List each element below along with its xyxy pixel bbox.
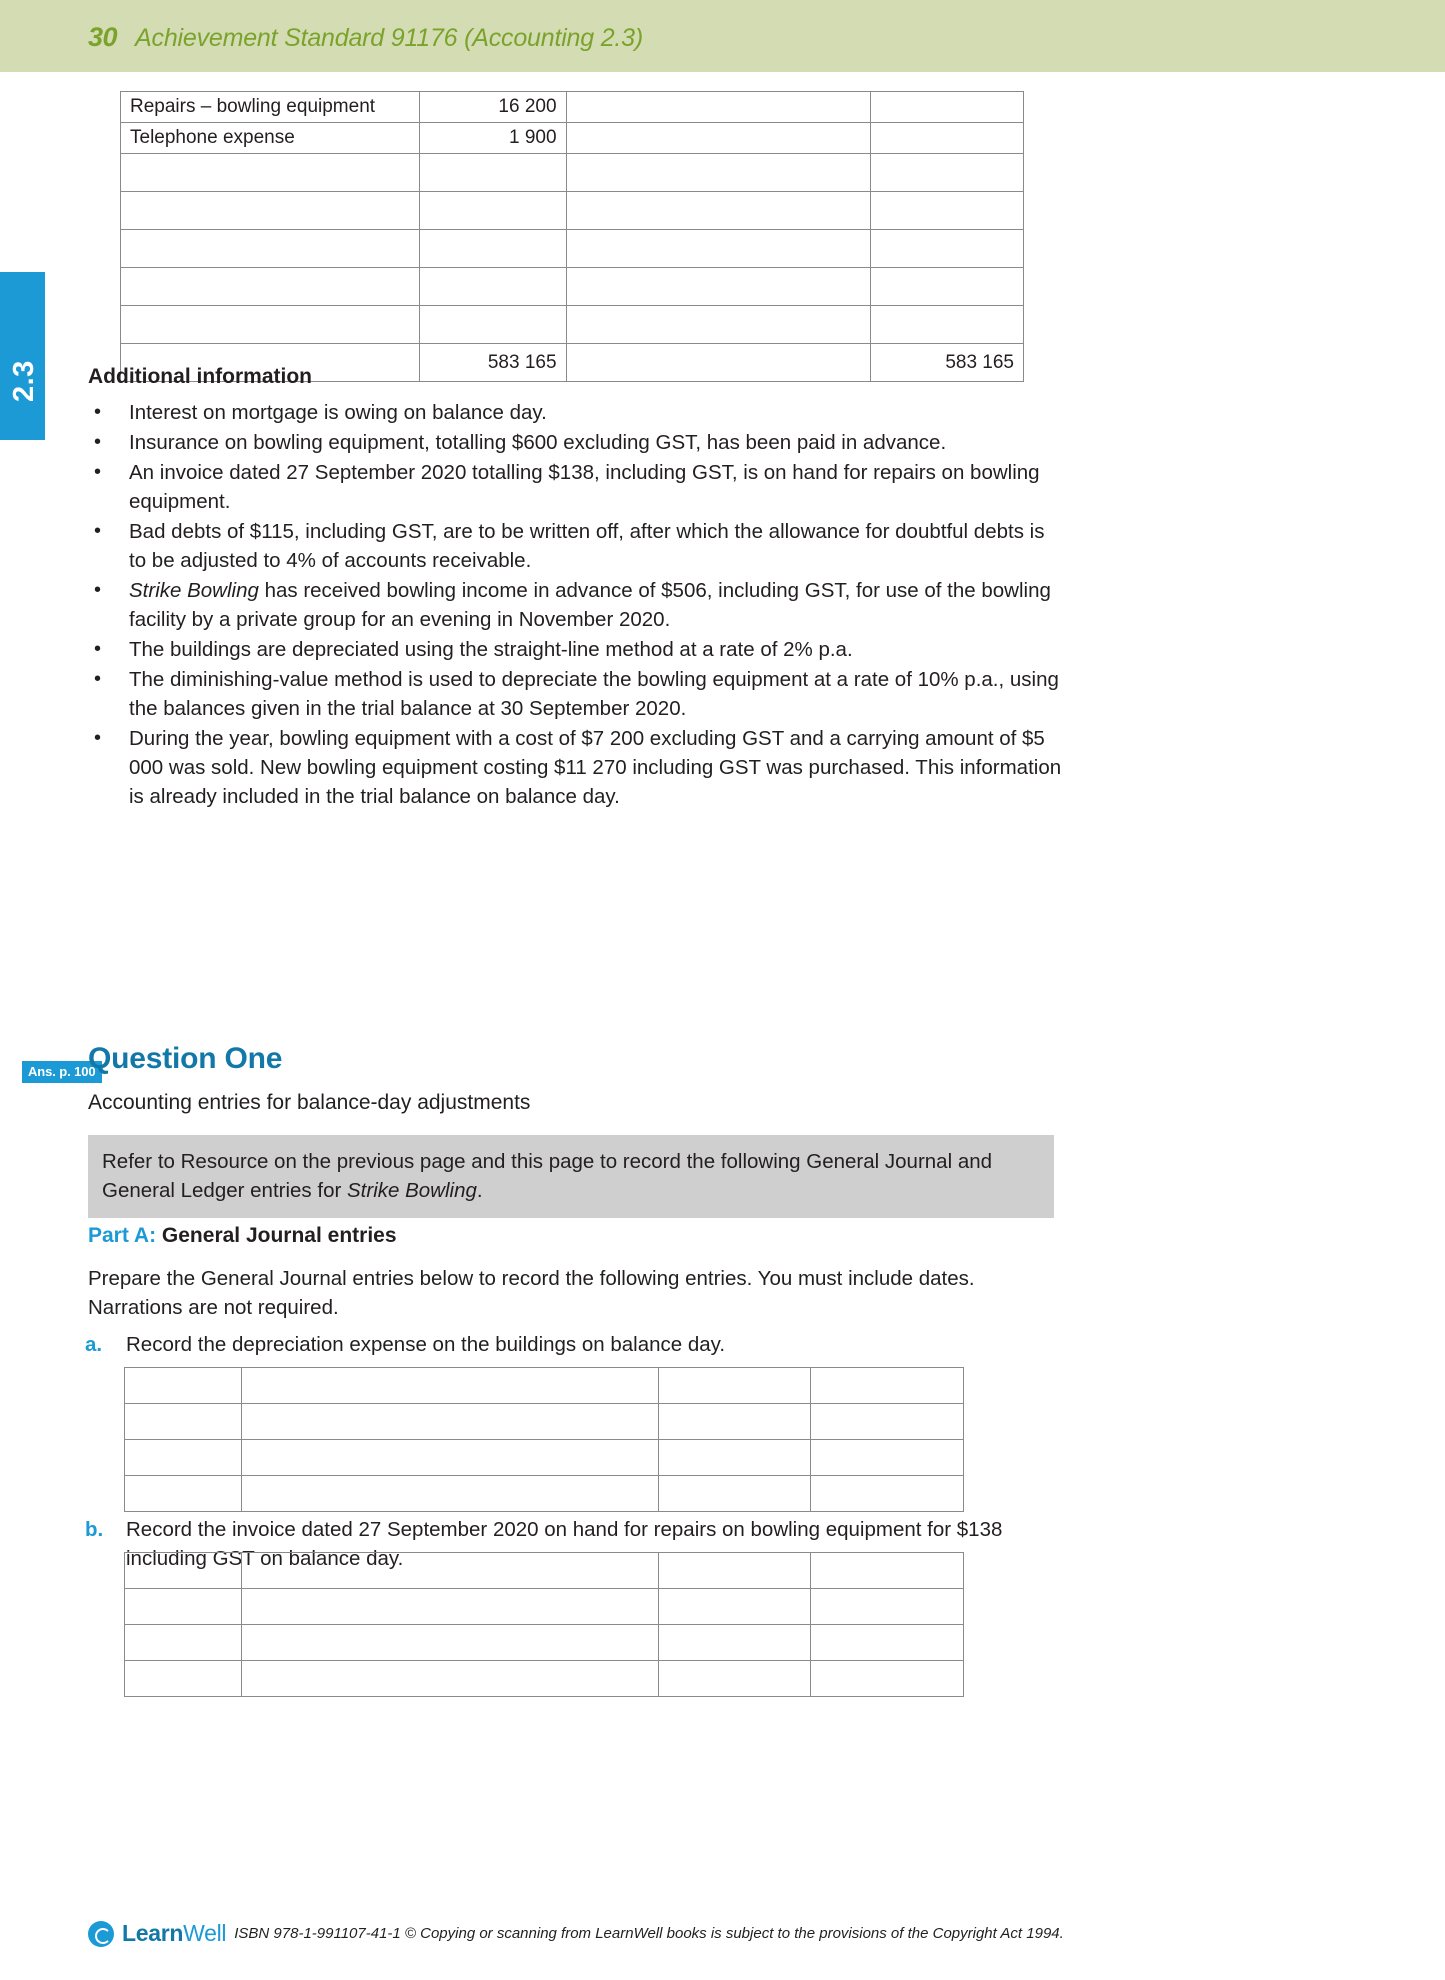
list-item-text: [129, 398, 1063, 427]
cell-blank: [566, 268, 871, 306]
text-segment: During the year, bowling equipment with a cost of $7 200 excluding GST and a carrying amount of $5 000 was sold. New bowling equipment costing $11 270 including GST was purchased. This information is already included in the trial balance on balance day.: [129, 727, 1062, 808]
cell-debit[interactable]: [659, 1625, 811, 1661]
cell-credit[interactable]: [811, 1440, 964, 1476]
question-subheading: Accounting entries for balance-day adjustments: [88, 1091, 531, 1114]
cell-debit[interactable]: [659, 1661, 811, 1697]
cell-particulars[interactable]: [241, 1553, 658, 1589]
question-heading: Question One: [88, 1042, 283, 1075]
part-a-label: [88, 1224, 397, 1248]
table-row: [121, 192, 1024, 230]
cell-debit[interactable]: [659, 1476, 811, 1512]
text-segment: The diminishing-value method is used to depreciate the bowling equipment at a rate of 10% p.a., using the balances given in the trial balance at 30 September 2020.: [129, 668, 1059, 720]
cell-account: [121, 154, 420, 192]
cell-blank: [566, 306, 871, 344]
table-row[interactable]: [125, 1368, 964, 1404]
cell-date[interactable]: [125, 1625, 242, 1661]
item-b-text: Record the invoice dated 27 September 2020 on hand for repairs on bowling equipment for $138 including GST on balance day.: [126, 1518, 1003, 1570]
cell-particulars[interactable]: [241, 1661, 658, 1697]
list-item: [88, 398, 1063, 427]
resource-reference-box: [88, 1135, 1054, 1218]
text-segment: Bad debts of $115, including GST, are to be written off, after which the allowance for doubtful debts is to be adjusted to 4% of accounts receivable.: [129, 520, 1045, 572]
general-journal-body-b: [125, 1553, 964, 1697]
cell-blank: [566, 344, 871, 382]
table-row[interactable]: [125, 1589, 964, 1625]
cell-particulars[interactable]: [241, 1476, 658, 1512]
cell-credit[interactable]: [811, 1553, 964, 1589]
learnwell-wordmark: [122, 1920, 226, 1947]
list-item-text: [129, 517, 1063, 575]
cell-debit[interactable]: [659, 1404, 811, 1440]
table-row[interactable]: [125, 1476, 964, 1512]
item-a-letter: a.: [85, 1333, 103, 1356]
cell-credit: [871, 192, 1024, 230]
list-item: [88, 458, 1063, 516]
cell-credit: [871, 92, 1024, 123]
cell-credit: [871, 154, 1024, 192]
list-item: [88, 665, 1063, 723]
cell-debit: [419, 306, 566, 344]
general-journal-table-b[interactable]: [124, 1552, 964, 1697]
text-segment: Interest on mortgage is owing on balance day.: [129, 401, 547, 424]
cell-debit: [419, 268, 566, 306]
bullet-icon: •: [94, 461, 102, 483]
cell-account: [121, 230, 420, 268]
cell-blank: [566, 123, 871, 154]
general-journal-body-a: [125, 1368, 964, 1512]
learnwell-logo-icon: [88, 1921, 114, 1947]
refbox-text-italic: Strike Bowling: [347, 1179, 477, 1202]
cell-account: [121, 192, 420, 230]
page-title: Achievement Standard 91176 (Accounting 2.3): [135, 24, 643, 52]
item-a: [85, 1330, 1065, 1359]
cell-credit[interactable]: [811, 1661, 964, 1697]
cell-date[interactable]: [125, 1404, 242, 1440]
part-a-title: General Journal entries: [161, 1224, 397, 1247]
page-header-band: [0, 0, 1445, 72]
item-a-text: Record the depreciation expense on the buildings on balance day.: [126, 1333, 726, 1356]
list-item: [88, 517, 1063, 575]
text-segment: Insurance on bowling equipment, totalling $600 excluding GST, has been paid in advance.: [129, 431, 947, 454]
bullet-icon: •: [94, 520, 102, 542]
cell-debit: 16 200: [419, 92, 566, 123]
cell-account: Repairs – bowling equipment: [121, 92, 420, 123]
text-segment: has received bowling income in advance of $506, including GST, for use of the bowling facility by a private group for an evening in November 2020.: [129, 579, 1051, 631]
cell-debit: [419, 192, 566, 230]
bullet-icon: •: [94, 401, 102, 423]
entity-name: Strike Bowling: [129, 579, 259, 602]
cell-blank: [566, 92, 871, 123]
cell-account: [121, 268, 420, 306]
table-row[interactable]: [125, 1661, 964, 1697]
bullet-icon: •: [94, 668, 102, 690]
table-row: [121, 230, 1024, 268]
list-item-text: [129, 428, 1063, 457]
table-row[interactable]: [125, 1625, 964, 1661]
cell-debit: [419, 154, 566, 192]
additional-information-list: [88, 398, 1063, 812]
cell-particulars[interactable]: [241, 1440, 658, 1476]
list-item-text: [129, 458, 1063, 516]
table-row[interactable]: [125, 1553, 964, 1589]
cell-date[interactable]: [125, 1661, 242, 1697]
cell-credit[interactable]: [811, 1404, 964, 1440]
cell-credit[interactable]: [811, 1476, 964, 1512]
cell-particulars[interactable]: [241, 1589, 658, 1625]
cell-credit[interactable]: [811, 1625, 964, 1661]
list-item: [88, 428, 1063, 457]
bullet-icon: •: [94, 727, 102, 749]
cell-debit[interactable]: [659, 1368, 811, 1404]
cell-date[interactable]: [125, 1553, 242, 1589]
text-segment: The buildings are depreciated using the straight-line method at a rate of 2% p.a.: [129, 638, 853, 661]
item-b-letter: b.: [85, 1518, 104, 1541]
table-row: [121, 92, 1024, 123]
cell-credit: 583 165: [871, 344, 1024, 382]
cell-date[interactable]: [125, 1589, 242, 1625]
cell-blank: [566, 192, 871, 230]
list-item-text: [129, 576, 1063, 634]
answer-page-badge[interactable]: Ans. p. 100: [22, 1061, 102, 1083]
cell-particulars[interactable]: [241, 1368, 658, 1404]
copyright-note: ISBN 978-1-991107-41-1 © Copying or scanning from LearnWell books is subject to the provisions of the Copyright Act 1994.: [234, 1925, 1064, 1942]
list-item: [88, 724, 1063, 811]
cell-credit[interactable]: [811, 1589, 964, 1625]
text-segment: An invoice dated 27 September 2020 totalling $138, including GST, is on hand for repairs on bowling equipment.: [129, 461, 1040, 513]
trial-balance-body: [121, 92, 1024, 382]
page-number: 30: [88, 22, 118, 52]
cell-credit: [871, 268, 1024, 306]
cell-debit[interactable]: [659, 1589, 811, 1625]
cell-debit: [419, 230, 566, 268]
brand-light: Well: [183, 1920, 227, 1946]
cell-blank: [566, 230, 871, 268]
cell-debit[interactable]: [659, 1440, 811, 1476]
bullet-icon: •: [94, 579, 102, 601]
cell-credit: [871, 230, 1024, 268]
cell-credit: [871, 123, 1024, 154]
side-tab-label: 2.3: [8, 360, 40, 402]
list-item-text: [129, 635, 1063, 664]
part-a-prefix: Part A:: [88, 1224, 157, 1247]
general-journal-table-a[interactable]: [124, 1367, 964, 1512]
table-row: [121, 123, 1024, 154]
bullet-icon: •: [94, 431, 102, 453]
refbox-text-post: .: [476, 1179, 483, 1202]
cell-credit: [871, 306, 1024, 344]
list-item: [88, 635, 1063, 664]
cell-debit[interactable]: [659, 1553, 811, 1589]
refbox-text-pre: Refer to Resource on the previous page and this page to record the following General Journal and General Ledger entries for: [102, 1150, 993, 1202]
page-header: [88, 22, 643, 53]
cell-account: Telephone expense: [121, 123, 420, 154]
list-item-text: [129, 665, 1063, 723]
part-a-instruction: Prepare the General Journal entries below to record the following entries. You must include dates. Narrations are not required.: [88, 1267, 975, 1319]
cell-date[interactable]: [125, 1440, 242, 1476]
trial-balance-table: [120, 91, 1024, 382]
page-footer: [88, 1920, 1064, 1947]
table-row[interactable]: [125, 1404, 964, 1440]
cell-debit: 583 165: [419, 344, 566, 382]
list-item-text: [129, 724, 1063, 811]
table-row: [121, 154, 1024, 192]
bullet-icon: •: [94, 638, 102, 660]
table-row: [121, 268, 1024, 306]
cell-particulars[interactable]: [241, 1404, 658, 1440]
cell-blank: [566, 154, 871, 192]
brand-bold: Learn: [122, 1920, 184, 1946]
side-tab-standard: [0, 272, 45, 440]
cell-debit: 1 900: [419, 123, 566, 154]
table-row: [121, 306, 1024, 344]
cell-credit[interactable]: [811, 1368, 964, 1404]
cell-date[interactable]: [125, 1368, 242, 1404]
table-row[interactable]: [125, 1440, 964, 1476]
cell-account: [121, 306, 420, 344]
additional-information-heading: Additional information: [88, 365, 312, 388]
cell-particulars[interactable]: [241, 1625, 658, 1661]
list-item: [88, 576, 1063, 634]
cell-date[interactable]: [125, 1476, 242, 1512]
